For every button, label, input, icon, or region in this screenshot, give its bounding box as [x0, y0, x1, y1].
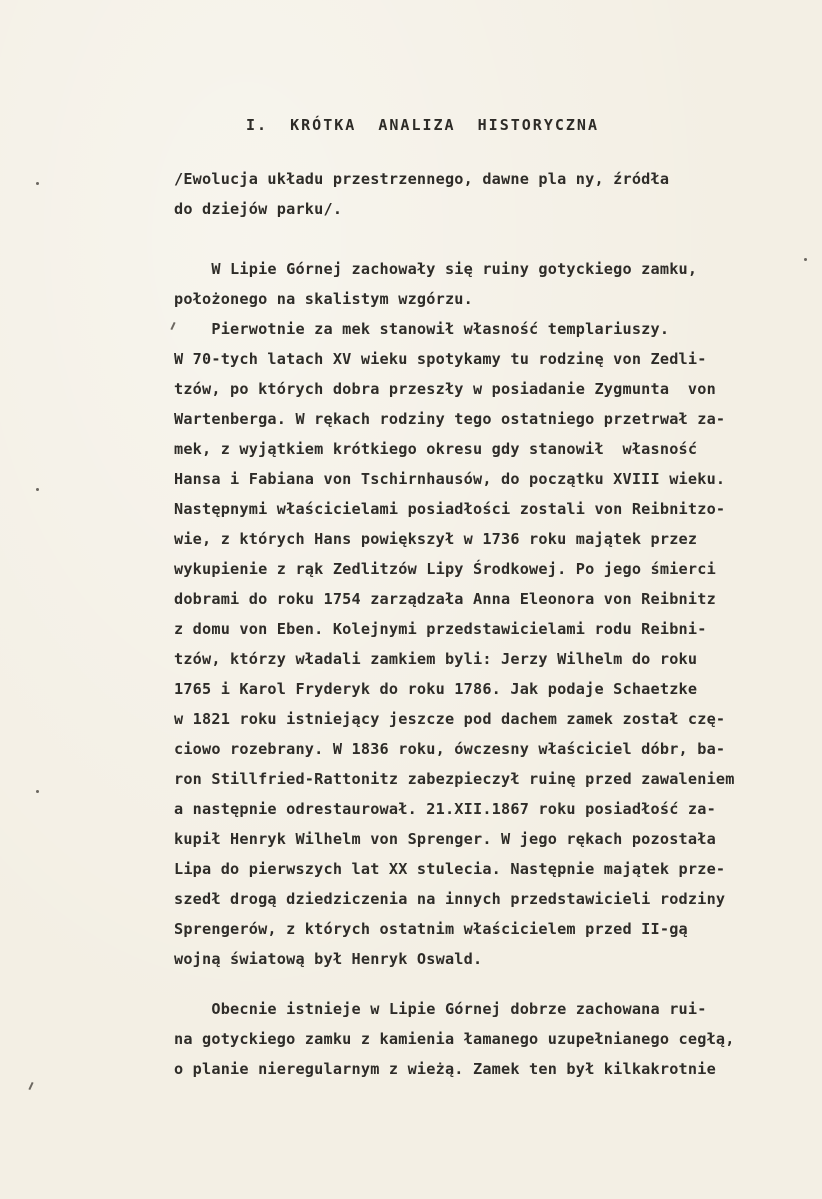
page-heading: I. KRÓTKA ANALIZA HISTORYCZNA — [246, 116, 599, 134]
body-line: mek, z wyjątkiem krótkiego okresu gdy stanowił własność — [174, 440, 698, 458]
body-line: Następnymi właścicielami posiadłości zostali von Reibnitzo- — [174, 500, 726, 518]
body-line: 1765 i Karol Fryderyk do roku 1786. Jak podaje Schaetzke — [174, 680, 698, 698]
subtitle-line: do dziejów parku/. — [174, 200, 343, 218]
body-line: Obecnie istnieje w Lipie Górnej dobrze zachowana rui- — [174, 1000, 707, 1018]
body-line: Hansa i Fabiana von Tschirnhausów, do początku XVIII wieku. — [174, 470, 726, 488]
body-line: W Lipie Górnej zachowały się ruiny gotyckiego zamku, — [174, 260, 698, 278]
body-line: szedł drogą dziedziczenia na innych przedstawicieli rodziny — [174, 890, 726, 908]
body-line: wykupienie z rąk Zedlitzów Lipy Środkowej. Po jego śmierci — [174, 560, 716, 578]
body-line: Lipa do pierwszych lat XX stulecia. Następnie majątek prze- — [174, 860, 726, 878]
body-line: ron Stillfried-Rattonitz zabezpieczył ruinę przed zawaleniem — [174, 770, 735, 788]
margin-mark — [36, 182, 39, 185]
body-line: tzów, po których dobra przeszły w posiadanie Zygmunta von — [174, 380, 716, 398]
subtitle-line: /Ewolucja układu przestrzennego, dawne pla ny, źródła — [174, 170, 670, 188]
body-line: dobrami do roku 1754 zarządzała Anna Eleonora von Reibnitz — [174, 590, 716, 608]
body-line: W 70-tych latach XV wieku spotykamy tu rodzinę von Zedli- — [174, 350, 707, 368]
body-line: z domu von Eben. Kolejnymi przedstawicielami rodu Reibni- — [174, 620, 707, 638]
body-line: Sprengerów, z których ostatnim właścicielem przed II-gą — [174, 920, 688, 938]
margin-mark — [36, 488, 39, 491]
body-line: na gotyckiego zamku z kamienia łamanego uzupełnianego cegłą, — [174, 1030, 735, 1048]
body-line: w 1821 roku istniejący jeszcze pod dachem zamek został czę- — [174, 710, 726, 728]
body-line: Wartenberga. W rękach rodziny tego ostatniego przetrwał za- — [174, 410, 726, 428]
margin-mark — [36, 790, 39, 793]
margin-mark — [28, 1082, 33, 1090]
body-line: ciowo rozebrany. W 1836 roku, ówczesny właściciel dóbr, ba- — [174, 740, 726, 758]
body-line: o planie nieregularnym z wieżą. Zamek ten był kilkakrotnie — [174, 1060, 716, 1078]
body-line: a następnie odrestaurował. 21.XII.1867 roku posiadłość za- — [174, 800, 716, 818]
margin-mark — [804, 258, 807, 261]
body-line: tzów, którzy władali zamkiem byli: Jerzy Wilhelm do roku — [174, 650, 698, 668]
body-line: wie, z których Hans powiększył w 1736 roku majątek przez — [174, 530, 698, 548]
body-line: wojną światową był Henryk Oswald. — [174, 950, 483, 968]
body-line: położonego na skalistym wzgórzu. — [174, 290, 473, 308]
body-line: kupił Henryk Wilhelm von Sprenger. W jego rękach pozostała — [174, 830, 716, 848]
body-line: Pierwotnie za mek stanowił własność templariuszy. — [174, 320, 670, 338]
